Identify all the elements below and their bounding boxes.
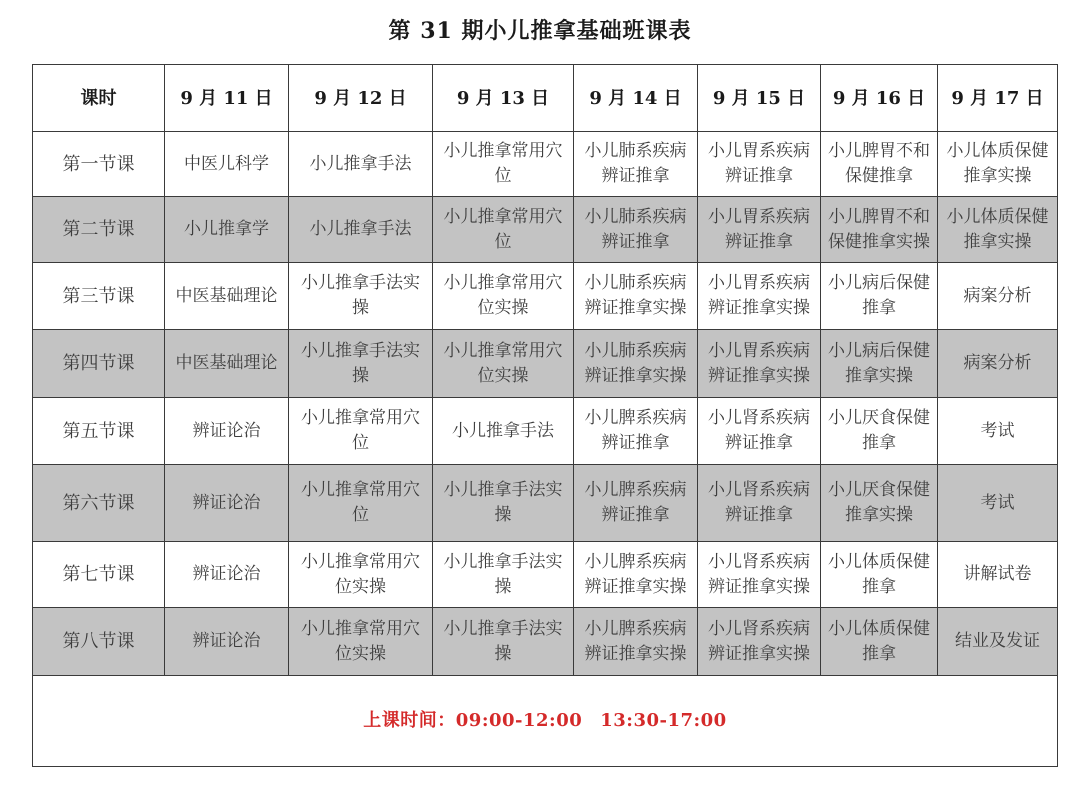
header-date: 9 月 12 日 <box>289 65 433 132</box>
header-date: 9 月 15 日 <box>698 65 821 132</box>
course-line: 病案分析 <box>963 353 1032 373</box>
course-line: 辨证推拿 <box>725 166 793 186</box>
course-cell <box>574 542 698 608</box>
period-label: 第四节课 <box>33 330 165 398</box>
course-cell <box>165 398 289 465</box>
course-line: 小儿推拿常用穴 <box>301 480 420 500</box>
course-line: 推拿实操 <box>845 365 913 386</box>
course-line: 辨证论治 <box>192 631 261 651</box>
period-label: 第七节课 <box>33 542 165 608</box>
course-line: 小儿推拿常用穴 <box>301 618 420 639</box>
course-line: 位实操 <box>335 576 386 597</box>
course-line: 小儿肺系疾病 <box>584 141 687 161</box>
course-line: 小儿胃系疾病 <box>708 141 810 161</box>
course-line: 辨证推拿 <box>725 231 793 252</box>
course-line: 操 <box>352 365 369 386</box>
course-line: 小儿肺系疾病 <box>584 206 687 227</box>
course-cell <box>698 330 821 398</box>
course-cell <box>289 330 433 398</box>
course-line: 小儿病后保健 <box>828 340 930 361</box>
course-line: 推拿 <box>862 433 896 453</box>
header-row <box>33 65 1058 132</box>
course-cell <box>574 608 698 676</box>
table-row <box>33 197 1058 263</box>
course-line: 推拿 <box>862 643 896 664</box>
course-cell <box>165 330 289 398</box>
course-line: 小儿体质保健 <box>828 618 930 639</box>
course-cell <box>433 263 574 330</box>
course-line: 小儿肾系疾病 <box>708 551 810 572</box>
course-line: 小儿体质保健 <box>946 206 1049 227</box>
course-cell <box>698 132 821 197</box>
course-cell <box>433 608 574 676</box>
course-cell <box>574 263 698 330</box>
class-time-morning: 09:00-12:00 <box>455 710 583 731</box>
course-cell <box>938 398 1058 465</box>
course-cell <box>698 542 821 608</box>
course-cell <box>938 330 1058 398</box>
course-cell <box>574 197 698 263</box>
course-line: 考试 <box>980 492 1015 513</box>
course-line: 小儿脾系疾病 <box>584 408 687 428</box>
period-label: 第六节课 <box>33 465 165 542</box>
course-line: 小儿推拿手法实 <box>443 551 563 572</box>
course-cell <box>289 398 433 465</box>
course-line: 推拿 <box>862 298 896 318</box>
course-line: 保健推拿 <box>845 166 913 186</box>
course-line: 病案分析 <box>963 285 1032 306</box>
course-line: 辨证推拿 <box>601 505 670 525</box>
course-cell <box>698 398 821 465</box>
course-line: 中医基础理论 <box>175 353 278 373</box>
table-row <box>33 132 1058 197</box>
course-cell <box>165 197 289 263</box>
course-cell <box>433 132 574 197</box>
course-cell <box>938 132 1058 197</box>
course-line: 小儿推拿常用穴 <box>443 141 563 161</box>
course-cell <box>574 398 698 465</box>
course-line: 中医基础理论 <box>175 285 278 306</box>
course-line: 考试 <box>980 420 1015 441</box>
course-line: 位实操 <box>335 643 386 664</box>
course-cell <box>574 330 698 398</box>
course-cell <box>821 132 938 197</box>
course-line: 辨证推拿实操 <box>584 643 687 664</box>
table-row <box>33 465 1058 542</box>
class-time-label: 上课时间： <box>363 710 456 731</box>
course-line: 小儿肺系疾病 <box>584 340 687 361</box>
header-date: 9 月 17 日 <box>938 65 1058 132</box>
course-line: 小儿脾系疾病 <box>584 618 687 639</box>
header-period: 课时 <box>33 65 165 132</box>
course-line: 辨证论治 <box>192 564 261 584</box>
class-time-afternoon: 13:30-17:00 <box>600 710 727 731</box>
course-line: 推拿实操 <box>963 231 1032 252</box>
course-cell <box>698 263 821 330</box>
course-cell <box>574 465 698 542</box>
course-line: 小儿推拿常用穴 <box>443 206 563 227</box>
course-cell <box>289 608 433 676</box>
course-line: 小儿推拿手法 <box>452 420 554 441</box>
course-line: 辨证论治 <box>192 420 261 441</box>
course-line: 小儿肾系疾病 <box>708 618 810 639</box>
table-row <box>33 608 1058 676</box>
course-line: 小儿脾胃不和 <box>828 141 930 161</box>
course-cell <box>938 465 1058 542</box>
course-line: 小儿肾系疾病 <box>708 480 810 500</box>
course-line: 小儿肾系疾病 <box>708 408 810 428</box>
course-line: 小儿推拿学 <box>184 219 269 239</box>
course-line: 操 <box>494 576 512 597</box>
course-cell <box>698 608 821 676</box>
course-line: 小儿脾系疾病 <box>584 480 687 500</box>
course-line: 小儿推拿手法 <box>309 153 412 174</box>
course-line: 辨证推拿实操 <box>584 298 687 318</box>
course-line: 操 <box>494 643 512 664</box>
period-label: 第二节课 <box>33 197 165 263</box>
course-line: 位实操 <box>477 365 529 386</box>
table-row <box>33 398 1058 465</box>
course-line: 位 <box>494 166 512 186</box>
course-line: 小儿推拿常用穴 <box>301 551 420 572</box>
course-line: 辨证推拿实操 <box>708 365 810 386</box>
course-cell <box>433 465 574 542</box>
course-line: 推拿 <box>862 576 896 597</box>
course-line: 小儿推拿手法 <box>309 219 412 239</box>
course-line: 小儿推拿常用穴 <box>443 273 563 293</box>
course-cell <box>433 197 574 263</box>
course-line: 推拿实操 <box>963 166 1032 186</box>
page-title: 第 31 期小儿推拿基础班课表 <box>388 18 692 44</box>
course-line: 小儿推拿常用穴 <box>443 340 563 361</box>
course-line: 小儿胃系疾病 <box>708 206 810 227</box>
course-cell <box>165 608 289 676</box>
course-cell <box>938 608 1058 676</box>
course-line: 位实操 <box>477 298 529 318</box>
course-cell <box>821 465 938 542</box>
course-cell <box>165 263 289 330</box>
course-line: 辨证推拿实操 <box>708 643 810 664</box>
course-cell <box>821 197 938 263</box>
course-line: 小儿推拿手法实 <box>443 480 563 500</box>
course-line: 位 <box>494 231 512 252</box>
header-date: 9 月 14 日 <box>574 65 698 132</box>
course-cell <box>165 132 289 197</box>
course-line: 小儿胃系疾病 <box>708 273 810 293</box>
period-label: 第八节课 <box>33 608 165 676</box>
course-line: 讲解试卷 <box>963 564 1032 584</box>
course-line: 推拿实操 <box>845 505 913 525</box>
course-line: 小儿体质保健 <box>828 551 930 572</box>
course-cell <box>821 330 938 398</box>
header-date: 9 月 16 日 <box>821 65 938 132</box>
course-cell <box>698 465 821 542</box>
course-line: 辨证推拿实操 <box>708 298 810 318</box>
schedule-body <box>33 132 1058 676</box>
table-row <box>33 263 1058 330</box>
header-date: 9 月 11 日 <box>165 65 289 132</box>
course-line: 位 <box>352 433 369 453</box>
course-cell <box>938 263 1058 330</box>
course-line: 小儿肺系疾病 <box>584 273 687 293</box>
course-cell <box>289 197 433 263</box>
course-line: 小儿厌食保健 <box>828 480 930 500</box>
course-cell <box>289 132 433 197</box>
course-cell <box>289 465 433 542</box>
course-cell <box>821 263 938 330</box>
course-line: 辨证推拿 <box>601 166 670 186</box>
course-line: 中医儿科学 <box>184 153 269 174</box>
header-date: 9 月 13 日 <box>433 65 574 132</box>
course-line: 小儿推拿手法实 <box>301 273 420 293</box>
course-line: 小儿体质保健 <box>946 141 1049 161</box>
course-cell <box>574 132 698 197</box>
class-time-note <box>33 676 1058 767</box>
course-cell <box>821 542 938 608</box>
course-cell <box>938 197 1058 263</box>
course-cell <box>821 398 938 465</box>
course-line: 辨证推拿实操 <box>584 365 687 386</box>
course-cell <box>821 608 938 676</box>
course-cell <box>289 263 433 330</box>
course-line: 辨证推拿 <box>601 231 670 252</box>
course-line: 操 <box>494 505 512 525</box>
course-line: 小儿病后保健 <box>828 273 930 293</box>
course-line: 辨证推拿 <box>601 433 670 453</box>
period-label: 第一节课 <box>33 132 165 197</box>
course-line: 小儿脾胃不和 <box>828 206 930 227</box>
course-cell <box>433 398 574 465</box>
table-row <box>33 330 1058 398</box>
course-cell <box>165 542 289 608</box>
course-cell <box>289 542 433 608</box>
period-label: 第三节课 <box>33 263 165 330</box>
table-row <box>33 542 1058 608</box>
course-cell <box>165 465 289 542</box>
course-cell <box>698 197 821 263</box>
schedule-table <box>32 64 1058 767</box>
course-line: 小儿推拿常用穴 <box>301 408 420 428</box>
course-cell <box>433 542 574 608</box>
course-line: 辨证推拿实操 <box>708 576 810 597</box>
course-line: 小儿厌食保健 <box>828 408 930 428</box>
course-line: 辨证推拿 <box>725 433 793 453</box>
footer-row <box>33 676 1058 767</box>
course-line: 保健推拿实操 <box>828 231 930 252</box>
course-cell <box>938 542 1058 608</box>
course-line: 辨证推拿实操 <box>584 576 687 597</box>
course-line: 小儿推拿手法实 <box>443 618 563 639</box>
course-line: 小儿胃系疾病 <box>708 340 810 361</box>
course-cell <box>433 330 574 398</box>
course-line: 小儿推拿手法实 <box>301 340 420 361</box>
course-line: 操 <box>352 298 369 318</box>
course-line: 辨证推拿 <box>725 505 793 525</box>
course-line: 小儿脾系疾病 <box>584 551 687 572</box>
course-line: 辨证论治 <box>192 492 261 513</box>
course-line: 结业及发证 <box>955 631 1040 651</box>
period-label: 第五节课 <box>33 398 165 465</box>
course-line: 位 <box>352 505 369 525</box>
